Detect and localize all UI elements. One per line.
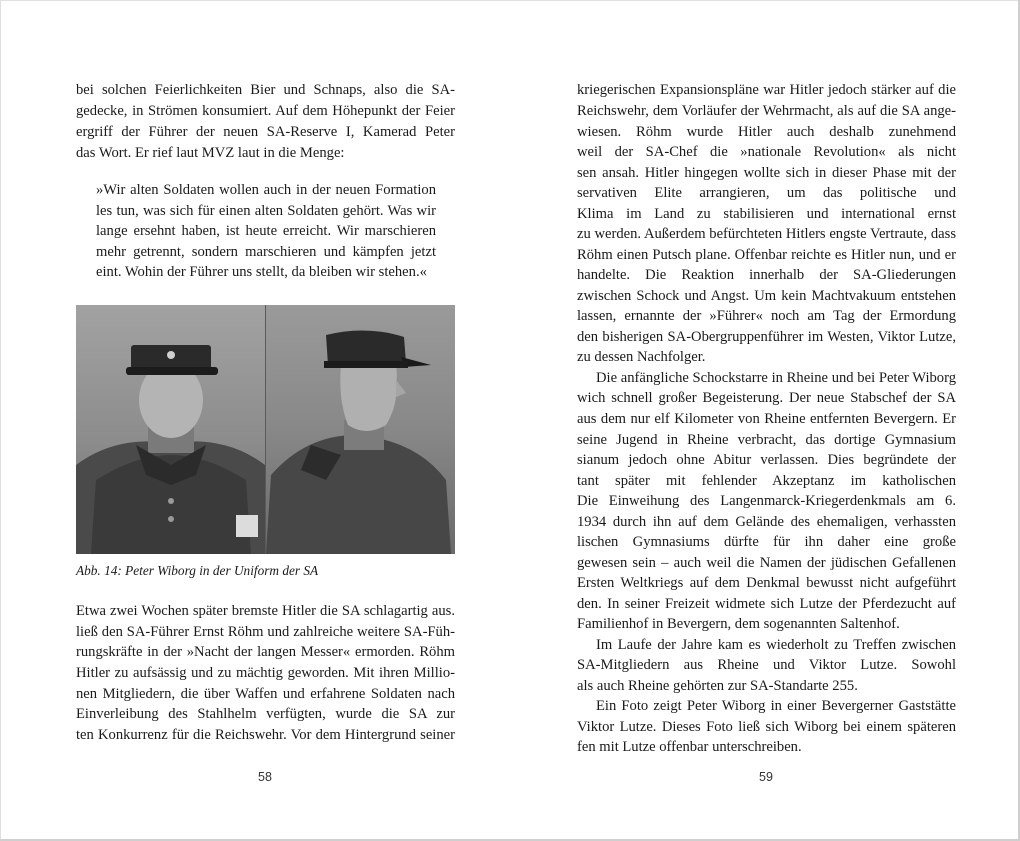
text-line: zu werden. Außerdem befürchteten Hitlers engste Vertraute, dass bbox=[577, 226, 956, 242]
text-line: seine Jugend in Rheine verbracht, das dortige Gymnasium bbox=[577, 432, 956, 448]
text-line: tant später mit fehlender Akzeptanz im katholischen bbox=[577, 473, 956, 489]
quote-line: les tun, was sich für einen alten Soldaten gehört. Was wir bbox=[96, 203, 436, 219]
text-line: den bisherigen SA-Obergruppenführer im Westen, Viktor Lutze, bbox=[577, 329, 956, 345]
photo-front-view bbox=[76, 305, 265, 554]
right-page bbox=[510, 0, 1020, 841]
text-line: kriegerischen Expansionspläne war Hitler jedoch stärker auf die bbox=[577, 82, 956, 98]
text-line: zu dessen Nachfolger. bbox=[577, 349, 706, 365]
text-line: weil der SA-Chef die »nationale Revolution« als nicht bbox=[577, 144, 956, 160]
text-line: ergriff der Führer der neuen SA-Reserve I, Kamerad Peter bbox=[76, 124, 455, 140]
text-line: servativen Elite arrangieren, um das politische und bbox=[577, 185, 956, 201]
text-line: handelte. Die Reaktion innerhalb der SA-Gliederungen bbox=[577, 267, 956, 283]
photo-figure bbox=[76, 305, 455, 554]
text-line: Im Laufe der Jahre kam es wiederholt zu Treffen zwischen bbox=[596, 637, 956, 653]
portrait-front-illustration bbox=[76, 305, 265, 554]
page-number-left: 58 bbox=[258, 770, 272, 784]
text-line: den. In seiner Freizeit widmete sich Lutze der Pferdezucht auf bbox=[577, 596, 956, 612]
quote-line: lange ersehnt haben, ist heute erreicht. Wir marschieren bbox=[96, 223, 436, 239]
text-line: gedecke, in Strömen konsumiert. Auf dem Höhepunkt der Feier bbox=[76, 103, 455, 119]
text-line: nen Mitgliedern, die über Waffen und erfahrene Soldaten nach bbox=[76, 686, 455, 702]
text-line: Die Einweihung des Langenmarck-Kriegerdenkmals am 6. bbox=[577, 493, 956, 509]
text-line: Röhm einen Putsch plane. Offenbar reichte es Hitler nun, und er bbox=[577, 247, 956, 263]
text-line: Die anfängliche Schockstarre in Rheine und bei Peter Wiborg bbox=[596, 370, 956, 386]
text-line: Klima im Land zu stabilisieren und international ernst bbox=[577, 206, 956, 222]
text-line: Ersten Weltkriegs auf dem Denkmal bewusst nicht aufgeführt bbox=[577, 575, 956, 591]
text-line: Viktor Lutze. Dieses Foto ließ sich Wiborg bei einem späteren bbox=[577, 719, 956, 735]
text-line: zwischen Schock und Angst. Um kein Machtvakuum entstehen bbox=[577, 288, 956, 304]
text-line: lassen, ernannte der »Führer« noch am Tag der Ermordung bbox=[577, 308, 956, 324]
text-line: lischen Gymnasiums dürfte für ihn daher eine große bbox=[577, 534, 956, 550]
text-line: rungskräfte in der »Nacht der langen Messer« ermorden. Röhm bbox=[76, 644, 455, 660]
page-number-right: 59 bbox=[759, 770, 773, 784]
text-line: 1934 durch ihn auf dem Gelände des ehemaligen, verhassten bbox=[577, 514, 956, 530]
text-line: Hitler zu aufsässig und zu mächtig geworden. Mit ihren Millio- bbox=[76, 665, 455, 681]
quote-line: »Wir alten Soldaten wollen auch in der neuen Formation bbox=[96, 182, 436, 198]
text-line: wiesen. Röhm wurde Hitler auch deshalb zunehmend bbox=[577, 124, 956, 140]
text-line: wich schnell großer Begeisterung. Der neue Stabschef der SA bbox=[577, 390, 956, 406]
text-line: Etwa zwei Wochen später bremste Hitler die SA schlagartig aus. bbox=[76, 603, 455, 619]
text-line: als auch Rheine gehörten zur SA-Standarte 255. bbox=[577, 678, 858, 694]
text-line: Einverleibung des Stahlhelm verfügten, wurde die SA zur bbox=[76, 706, 455, 722]
quote-line: mehr getrennt, sondern marschieren und kämpfen jetzt bbox=[96, 244, 436, 260]
text-line: gewesen sein – auch weil die Namen der jüdischen Gefallenen bbox=[577, 555, 956, 571]
quote-line: eint. Wohin der Führer uns stellt, da bleiben wir stehen.« bbox=[96, 264, 427, 280]
photo-profile-view bbox=[266, 305, 455, 554]
text-line: ten Konkurrenz für die Reichswehr. Vor dem Hintergrund seiner bbox=[76, 727, 455, 743]
text-line: bei solchen Feierlichkeiten Bier und Schnaps, also die SA- bbox=[76, 82, 455, 98]
text-line: sen ansah. Hitler hingegen wollte sich in dieser Phase mit der bbox=[577, 165, 956, 181]
text-line: das Wort. Er rief laut MVZ laut in die Menge: bbox=[76, 145, 345, 161]
portrait-profile-illustration bbox=[266, 305, 455, 554]
text-line: fen mit Lutze offenbar unterschreiben. bbox=[577, 739, 802, 755]
text-line: Ein Foto zeigt Peter Wiborg in einer Bevergerner Gaststätte bbox=[596, 698, 956, 714]
text-line: SA-Mitgliedern aus Rheine und Viktor Lutze. Sowohl bbox=[577, 657, 956, 673]
text-line: Familienhof in Bevergern, dem sogenannten Saltenhof. bbox=[577, 616, 900, 632]
text-line: Reichswehr, dem Vorläufer der Wehrmacht, als auf die SA ange- bbox=[577, 103, 956, 119]
text-line: aus dem nur elf Kilometer von Rheine entfernten Bevergern. Er bbox=[577, 411, 956, 427]
text-line: ließ den SA-Führer Ernst Röhm und zahlreiche weitere SA-Füh- bbox=[76, 624, 455, 640]
figure-caption: Abb. 14: Peter Wiborg in der Uniform der SA bbox=[76, 563, 319, 578]
text-line: sianum jedoch ohne Abitur verlassen. Dies begründete der bbox=[577, 452, 956, 468]
